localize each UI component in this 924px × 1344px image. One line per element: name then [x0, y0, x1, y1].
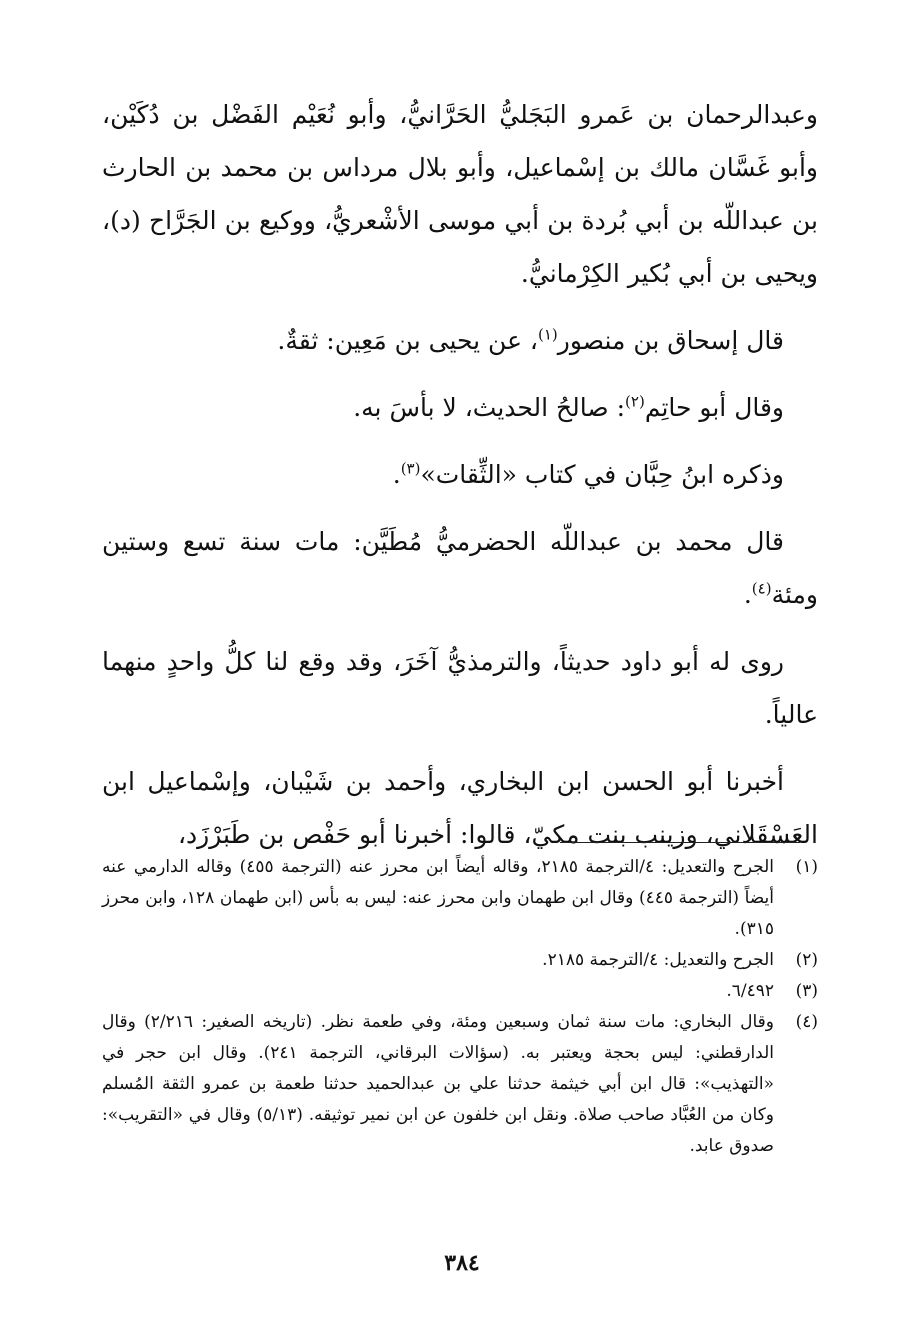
- paragraph-narrators-text: وعبدالرحمان بن عَمرو البَجَليُّ الحَرَّانيُّ، وأبو نُعَيْم الفَضْل بن دُكَيْن، وأبو غَسَّان مالك بن إسْماعيل، وأبو بلال مرداس بن محمد بن الحارث بن عبداللّه بن أبي بُردة بن أبي موسى الأشْعريُّ، ووكيع بن الجَرَّاح (د)، ويحيى بن أبي بُكير الكِرْمانيُّ.: [102, 100, 818, 288]
- footnote-divider: [560, 842, 800, 843]
- footnote-ref-2: (٢): [625, 392, 645, 411]
- paragraph-chain: [102, 755, 818, 861]
- footnotes: [102, 852, 818, 1162]
- footnote-1: [102, 852, 818, 945]
- footnote-number: (٢): [795, 950, 818, 970]
- footnote-text: الجرح والتعديل: ٤/الترجمة ٢١٨٥.: [542, 950, 774, 970]
- footnote-4: [102, 1007, 818, 1162]
- page-number: ٣٨٤: [444, 1250, 480, 1276]
- footnote-text: ٦/٤٩٢.: [726, 981, 774, 1001]
- paragraph-ishaq-before: قال إسحاق بن منصور: [557, 326, 784, 355]
- footnote-text: الجرح والتعديل: ٤/الترجمة ٢١٨٥، وقاله أيضاً ابن محرز عنه (الترجمة ٤٥٥) وقاله الدارمي عنه أيضاً (الترجمة ٤٤٥) وقال ابن طهمان وابن محرز عنه: ليس به بأس (ابن طهمان ١٢٨، وابن محرز ٣١٥).: [102, 857, 774, 939]
- paragraph-ibn-hibban: [102, 448, 818, 501]
- paragraph-narrators: [102, 88, 818, 300]
- paragraph-hadrami-before: قال محمد بن عبداللّه الحضرميُّ مُطَيَّن: مات سنة تسع وستين ومئة: [102, 527, 818, 609]
- paragraph-ishaq-after: ، عن يحيى بن مَعِين: ثقةٌ.: [277, 326, 538, 355]
- footnote-ref-4: (٤): [751, 579, 772, 598]
- footnote-text: وقال البخاري: مات سنة ثمان وسبعين ومئة، وفي طعمة نظر. (تاريخه الصغير: ٢/٢١٦) وقال الدارقطني: ليس بحجة ويعتبر به. (سؤالات البرقاني، الترجمة ٢٤١). وقال ابن حجر في «التهذيب»: قال ابن أبي خيثمة حدثنا علي بن عبدالحميد حدثنا طعمة بن عمرو الثقة المُسلم وكان من العُبَّاد صاحب صلاة. ونقل ابن خلفون عن ابن نمير توثيقه. (٥/١٣) وقال في «التقريب»: صدوق عابد.: [102, 1012, 775, 1156]
- footnote-number: (٣): [795, 981, 818, 1001]
- paragraph-hadrami-after: .: [743, 580, 752, 609]
- paragraph-ibn-hibban-after: .: [392, 460, 401, 489]
- paragraph-abu-hatim: [102, 381, 818, 434]
- footnote-ref-1: (١): [538, 325, 558, 344]
- paragraph-chain-text: أخبرنا أبو الحسن ابن البخاري، وأحمد بن شَيْبان، وإسْماعيل ابن العَسْقَلاني، وزينب بنت مكيّ، قالوا: أخبرنا أبو حَفْص بن طَبَرْزَد،: [102, 767, 818, 849]
- paragraph-hadrami: [102, 515, 818, 621]
- footnote-3: [102, 976, 818, 1007]
- paragraph-abu-hatim-after: : صالحُ الحديث، لا بأسَ به.: [353, 393, 626, 422]
- paragraph-ibn-hibban-before: وذكره ابنُ حِبَّان في كتاب «الثِّقات»: [420, 460, 784, 489]
- paragraph-abu-hatim-before: وقال أبو حاتِم: [644, 393, 784, 422]
- footnote-number: (١): [795, 857, 818, 877]
- main-text: [102, 88, 818, 875]
- paragraph-narrated-by-text: روى له أبو داود حديثاً، والترمذيُّ آخَرَ، وقد وقع لنا كلُّ واحدٍ منهما عالياً.: [102, 647, 818, 729]
- footnote-number: (٤): [795, 1012, 818, 1032]
- footnote-ref-3: (٣): [400, 459, 421, 478]
- paragraph-ishaq: [102, 314, 818, 367]
- footnote-2: [102, 945, 818, 976]
- paragraph-narrated-by: [102, 635, 818, 741]
